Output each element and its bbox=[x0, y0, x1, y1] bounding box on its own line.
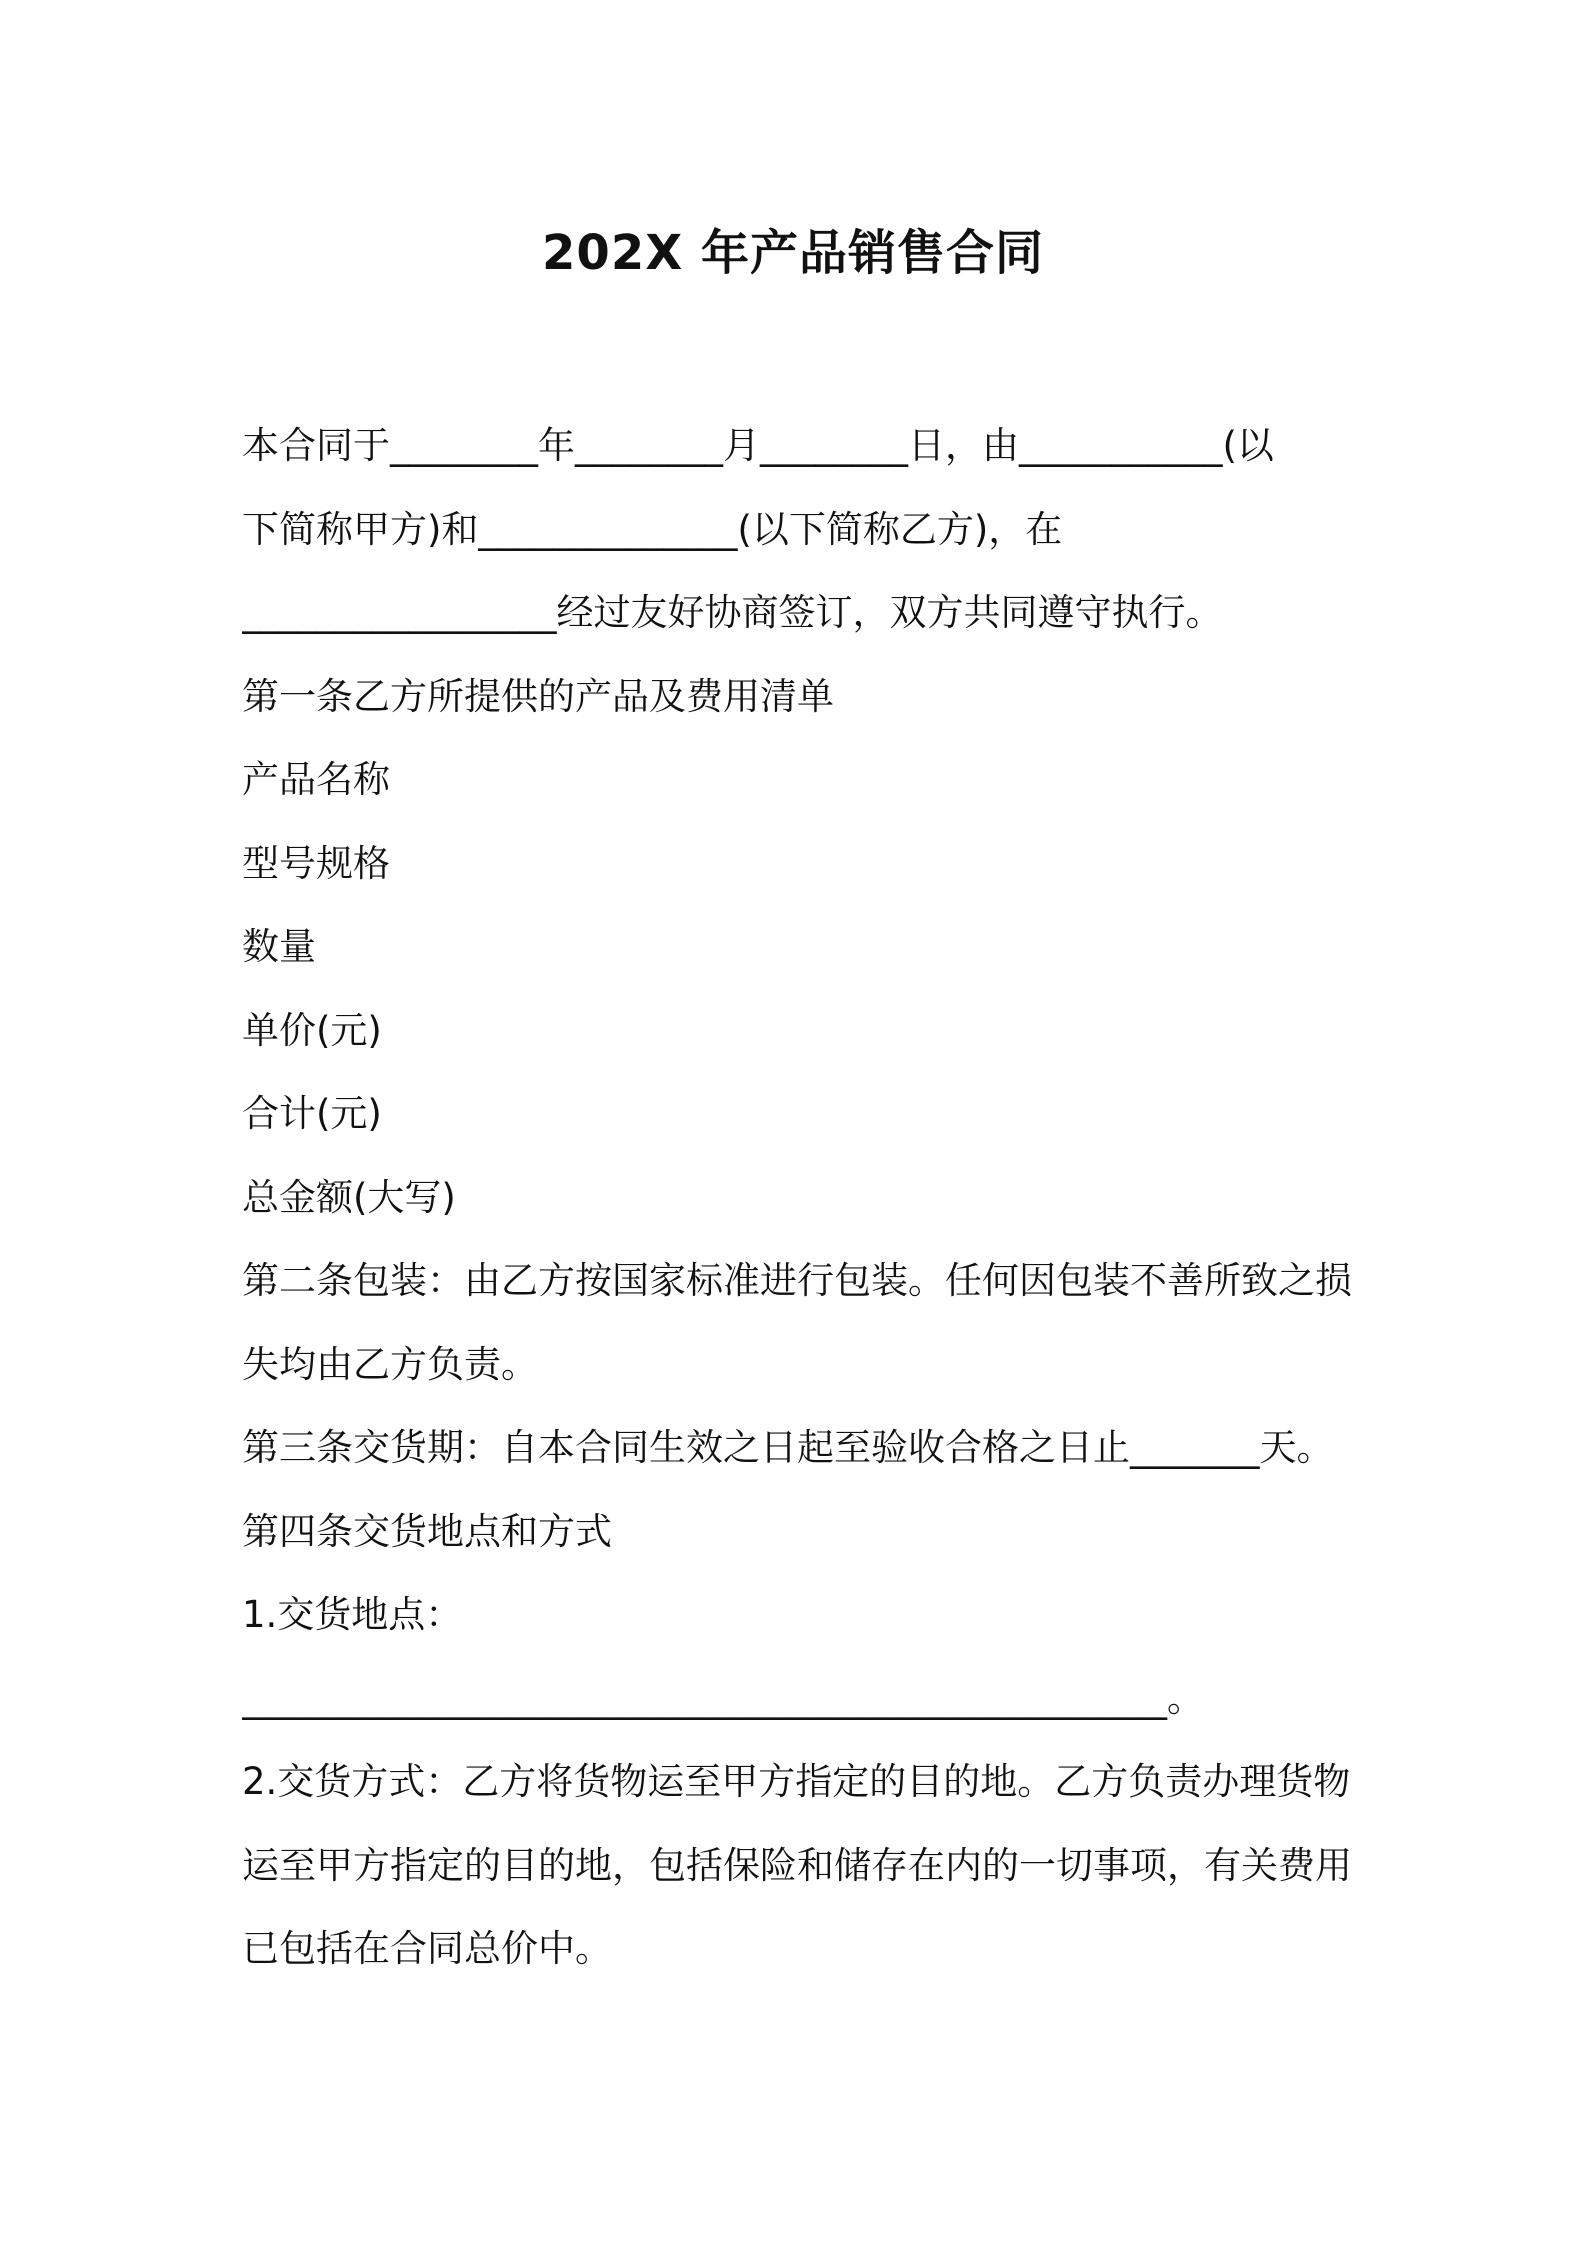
contract-line-3: _________________经过友好协商签订，双方共同遵守执行。 bbox=[242, 591, 1223, 634]
quantity-label: 数量 bbox=[242, 925, 316, 968]
section-4-heading: 第四条交货地点和方式 bbox=[242, 1509, 612, 1553]
section-2-line-1: 第二条包装：由乙方按国家标准进行包装。任何因包装不善所致之损 bbox=[242, 1259, 1352, 1302]
section-1-heading: 第一条乙方所提供的产品及费用清单 bbox=[242, 674, 834, 718]
total-amount-label: 总金额(大写) bbox=[242, 1175, 456, 1219]
delivery-method-line-1: 2.交货方式：乙方将货物运至甲方指定的目的地。乙方负责办理货物 bbox=[242, 1760, 1351, 1803]
document-title: 202X 年产品销售合同 bbox=[542, 225, 1044, 281]
delivery-method-line-3: 已包括在合同总价中。 bbox=[242, 1927, 612, 1970]
section-2-line-2: 失均由乙方负责。 bbox=[242, 1342, 538, 1386]
section-3-line: 第三条交货期：自本合同生效之日起至验收合格之日止_______天。 bbox=[242, 1426, 1334, 1469]
delivery-method-line-2: 运至甲方指定的目的地，包括保险和储存在内的一切事项，有关费用 bbox=[242, 1843, 1352, 1887]
product-name-label: 产品名称 bbox=[242, 758, 390, 801]
unit-price-label: 单价(元) bbox=[242, 1008, 382, 1052]
subtotal-label: 合计(元) bbox=[242, 1092, 382, 1135]
contract-line-1: 本合同于________年________月________日，由___________(以 bbox=[242, 424, 1274, 467]
contract-line-2: 下简称甲方)和______________(以下简称乙方)，在 bbox=[242, 507, 1063, 551]
delivery-location-blank: __________________________________________________。 bbox=[242, 1676, 1204, 1720]
model-spec-label: 型号规格 bbox=[242, 841, 390, 885]
contract-body bbox=[242, 404, 1352, 1991]
delivery-location-label: 1.交货地点： bbox=[242, 1593, 463, 1636]
